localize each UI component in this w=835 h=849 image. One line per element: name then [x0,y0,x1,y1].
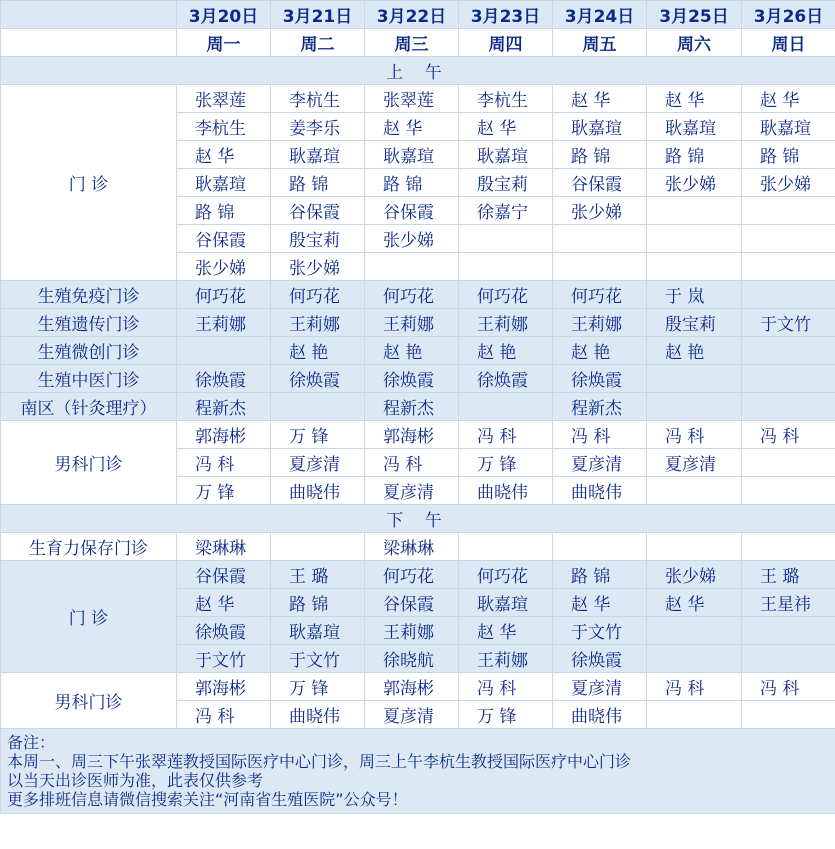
doctor-name-cell: 谷保霞 [271,197,365,225]
doctor-name-cell: 夏彦清 [271,449,365,477]
schedule-row [1,309,835,337]
notes-label: 备注： [7,733,56,752]
doctor-name-cell: 王莉娜 [271,309,365,337]
doctor-name-cell: 李杭生 [271,85,365,113]
doctor-name-cell: 于 岚 [647,281,742,309]
department-cell: 生殖遗传门诊 [1,309,177,337]
doctor-name-cell: 冯 科 [647,673,742,701]
date-header-row [1,1,835,29]
doctor-name-cell: 赵 华 [459,113,553,141]
empty-cell [647,617,742,645]
doctor-name-cell: 夏彦清 [553,673,647,701]
empty-cell [647,393,742,421]
doctor-name-cell: 梁琳琳 [365,533,459,561]
doctor-name-cell: 赵 华 [553,85,647,113]
empty-cell [647,645,742,673]
doctor-name-cell: 谷保霞 [177,225,271,253]
note-line: 本周一、周三下午张翠莲教授国际医疗中心门诊，周三上午李杭生教授国际医疗中心门诊 [7,752,632,771]
doctor-name-cell: 张少娣 [647,169,742,197]
doctor-name-cell: 冯 科 [742,673,835,701]
department-cell: 生殖免疫门诊 [1,281,177,309]
doctor-name-cell: 夏彦清 [647,449,742,477]
empty-cell [742,645,835,673]
doctor-name-cell: 徐焕霞 [177,365,271,393]
doctor-name-cell: 李杭生 [177,113,271,141]
empty-cell [647,225,742,253]
doctor-name-cell: 张翠莲 [365,85,459,113]
doctor-name-cell: 曲晓伟 [459,477,553,505]
schedule-row [1,281,835,309]
doctor-name-cell: 冯 科 [365,449,459,477]
doctor-name-cell: 冯 科 [553,421,647,449]
date-header: 3月20日 [177,1,271,29]
doctor-name-cell: 路 锦 [553,141,647,169]
doctor-name-cell: 耿嘉瑄 [459,141,553,169]
doctor-name-cell: 徐嘉宁 [459,197,553,225]
schedule-body [1,1,835,814]
date-header: 3月24日 [553,1,647,29]
schedule-row [1,337,835,365]
empty-cell [647,701,742,729]
header-corner-blank [1,29,177,57]
doctor-name-cell: 王莉娜 [365,309,459,337]
notes-cell [1,729,835,814]
doctor-name-cell: 路 锦 [177,197,271,225]
doctor-name-cell: 谷保霞 [365,197,459,225]
doctor-name-cell: 耿嘉瑄 [177,169,271,197]
empty-cell [742,477,835,505]
empty-cell [647,365,742,393]
doctor-name-cell: 程新杰 [553,393,647,421]
doctor-name-cell: 冯 科 [459,421,553,449]
empty-cell [742,393,835,421]
doctor-name-cell: 张少娣 [553,197,647,225]
doctor-name-cell: 程新杰 [177,393,271,421]
doctor-name-cell: 赵 华 [177,141,271,169]
doctor-name-cell: 赵 华 [365,113,459,141]
doctor-name-cell: 于文竹 [742,309,835,337]
afternoon-section-label: 下 午 [1,505,835,533]
morning-section-label: 上 午 [1,57,835,85]
doctor-name-cell: 何巧花 [365,561,459,589]
doctor-name-cell: 曲晓伟 [553,477,647,505]
empty-cell [742,701,835,729]
empty-cell [553,533,647,561]
schedule-row [1,533,835,561]
doctor-name-cell: 徐焕霞 [459,365,553,393]
doctor-name-cell: 路 锦 [553,561,647,589]
doctor-name-cell: 赵 华 [177,589,271,617]
schedule-row [1,421,835,449]
doctor-name-cell: 赵 华 [553,589,647,617]
date-header: 3月22日 [365,1,459,29]
doctor-name-cell: 冯 科 [647,421,742,449]
empty-cell [177,337,271,365]
empty-cell [553,225,647,253]
empty-cell [459,533,553,561]
empty-cell [742,253,835,281]
doctor-name-cell: 王 璐 [742,561,835,589]
doctor-name-cell: 冯 科 [459,673,553,701]
date-header: 3月26日 [742,1,835,29]
doctor-name-cell: 曲晓伟 [553,701,647,729]
department-cell: 生殖中医门诊 [1,365,177,393]
empty-cell [742,197,835,225]
empty-cell [647,197,742,225]
department-cell: 男科门诊 [1,421,177,505]
weekday-header: 周一 [177,29,271,57]
doctor-name-cell: 路 锦 [271,589,365,617]
doctor-name-cell: 赵 华 [647,85,742,113]
department-cell: 门 诊 [1,85,177,281]
empty-cell [459,253,553,281]
schedule-row [1,365,835,393]
doctor-name-cell: 路 锦 [647,141,742,169]
doctor-name-cell: 何巧花 [459,281,553,309]
doctor-name-cell: 万 锋 [271,421,365,449]
weekday-header-row [1,29,835,57]
doctor-name-cell: 殷宝莉 [647,309,742,337]
doctor-name-cell: 夏彦清 [365,701,459,729]
doctor-name-cell: 于文竹 [553,617,647,645]
department-cell: 生殖微创门诊 [1,337,177,365]
empty-cell [742,533,835,561]
empty-cell [742,449,835,477]
doctor-name-cell: 梁琳琳 [177,533,271,561]
doctor-name-cell: 张少娣 [647,561,742,589]
doctor-name-cell: 徐焕霞 [553,365,647,393]
doctor-name-cell: 赵 艳 [459,337,553,365]
date-header: 3月21日 [271,1,365,29]
doctor-name-cell: 耿嘉瑄 [647,113,742,141]
doctor-name-cell: 谷保霞 [177,561,271,589]
doctor-name-cell: 徐焕霞 [177,617,271,645]
empty-cell [647,253,742,281]
empty-cell [742,225,835,253]
doctor-name-cell: 殷宝莉 [459,169,553,197]
doctor-name-cell: 路 锦 [742,141,835,169]
note-line: 以当天出诊医师为准，此表仅供参考 [7,771,264,790]
doctor-name-cell: 赵 艳 [365,337,459,365]
department-cell: 门 诊 [1,561,177,673]
morning-section-row [1,57,835,85]
header-corner [1,1,177,29]
notes-row [1,729,835,814]
doctor-name-cell: 万 锋 [459,449,553,477]
doctor-name-cell: 王莉娜 [459,309,553,337]
doctor-name-cell: 谷保霞 [553,169,647,197]
doctor-name-cell: 徐焕霞 [553,645,647,673]
doctor-name-cell: 路 锦 [271,169,365,197]
doctor-name-cell: 耿嘉瑄 [271,617,365,645]
empty-cell [365,253,459,281]
department-cell: 生育力保存门诊 [1,533,177,561]
doctor-name-cell: 王 璐 [271,561,365,589]
date-header: 3月23日 [459,1,553,29]
weekday-header: 周五 [553,29,647,57]
doctor-name-cell: 赵 华 [459,617,553,645]
doctor-name-cell: 路 锦 [365,169,459,197]
doctor-name-cell: 赵 艳 [647,337,742,365]
doctor-name-cell: 赵 艳 [553,337,647,365]
empty-cell [459,393,553,421]
schedule-row [1,393,835,421]
doctor-name-cell: 夏彦清 [553,449,647,477]
doctor-name-cell: 何巧花 [459,561,553,589]
doctor-name-cell: 王莉娜 [459,645,553,673]
doctor-name-cell: 徐焕霞 [365,365,459,393]
doctor-name-cell: 赵 艳 [271,337,365,365]
doctor-name-cell: 曲晓伟 [271,477,365,505]
empty-cell [271,533,365,561]
doctor-name-cell: 曲晓伟 [271,701,365,729]
doctor-name-cell: 李杭生 [459,85,553,113]
doctor-name-cell: 冯 科 [177,449,271,477]
weekday-header: 周四 [459,29,553,57]
doctor-name-cell: 耿嘉瑄 [742,113,835,141]
doctor-name-cell: 王星祎 [742,589,835,617]
doctor-name-cell: 徐晓航 [365,645,459,673]
doctor-name-cell: 冯 科 [177,701,271,729]
department-cell: 男科门诊 [1,673,177,729]
schedule-row [1,85,835,113]
doctor-name-cell: 张少娣 [742,169,835,197]
doctor-name-cell: 万 锋 [271,673,365,701]
doctor-name-cell: 郭海彬 [365,673,459,701]
empty-cell [742,337,835,365]
doctor-name-cell: 赵 华 [742,85,835,113]
doctor-name-cell: 耿嘉瑄 [459,589,553,617]
doctor-name-cell: 赵 华 [647,589,742,617]
schedule-row [1,561,835,589]
doctor-name-cell: 冯 科 [742,421,835,449]
empty-cell [553,253,647,281]
doctor-name-cell: 何巧花 [177,281,271,309]
doctor-name-cell: 姜李乐 [271,113,365,141]
doctor-name-cell: 于文竹 [177,645,271,673]
weekday-header: 周三 [365,29,459,57]
doctor-name-cell: 耿嘉瑄 [553,113,647,141]
doctor-name-cell: 王莉娜 [177,309,271,337]
doctor-name-cell: 徐焕霞 [271,365,365,393]
doctor-name-cell: 王莉娜 [553,309,647,337]
note-line: 更多排班信息请微信搜索关注“河南省生殖医院”公众号！ [7,790,408,809]
doctor-name-cell: 何巧花 [271,281,365,309]
empty-cell [271,393,365,421]
doctor-name-cell: 张少娣 [365,225,459,253]
doctor-name-cell: 程新杰 [365,393,459,421]
weekday-header: 周二 [271,29,365,57]
doctor-name-cell: 张少娣 [271,253,365,281]
doctor-name-cell: 王莉娜 [365,617,459,645]
doctor-name-cell: 耿嘉瑄 [365,141,459,169]
doctor-name-cell: 万 锋 [177,477,271,505]
doctor-name-cell: 何巧花 [553,281,647,309]
empty-cell [647,477,742,505]
weekday-header: 周日 [742,29,835,57]
date-header: 3月25日 [647,1,742,29]
empty-cell [647,533,742,561]
schedule-row [1,673,835,701]
empty-cell [742,617,835,645]
doctor-name-cell: 郭海彬 [177,673,271,701]
doctor-name-cell: 郭海彬 [177,421,271,449]
doctor-name-cell: 何巧花 [365,281,459,309]
doctor-name-cell: 张翠莲 [177,85,271,113]
doctor-name-cell: 万 锋 [459,701,553,729]
empty-cell [742,281,835,309]
doctor-name-cell: 耿嘉瑄 [271,141,365,169]
weekday-header: 周六 [647,29,742,57]
empty-cell [459,225,553,253]
doctor-name-cell: 殷宝莉 [271,225,365,253]
empty-cell [742,365,835,393]
doctor-name-cell: 谷保霞 [365,589,459,617]
department-cell: 南区（针灸理疗） [1,393,177,421]
afternoon-section-row [1,505,835,533]
doctor-name-cell: 夏彦清 [365,477,459,505]
doctor-name-cell: 张少娣 [177,253,271,281]
doctor-name-cell: 郭海彬 [365,421,459,449]
doctor-name-cell: 于文竹 [271,645,365,673]
